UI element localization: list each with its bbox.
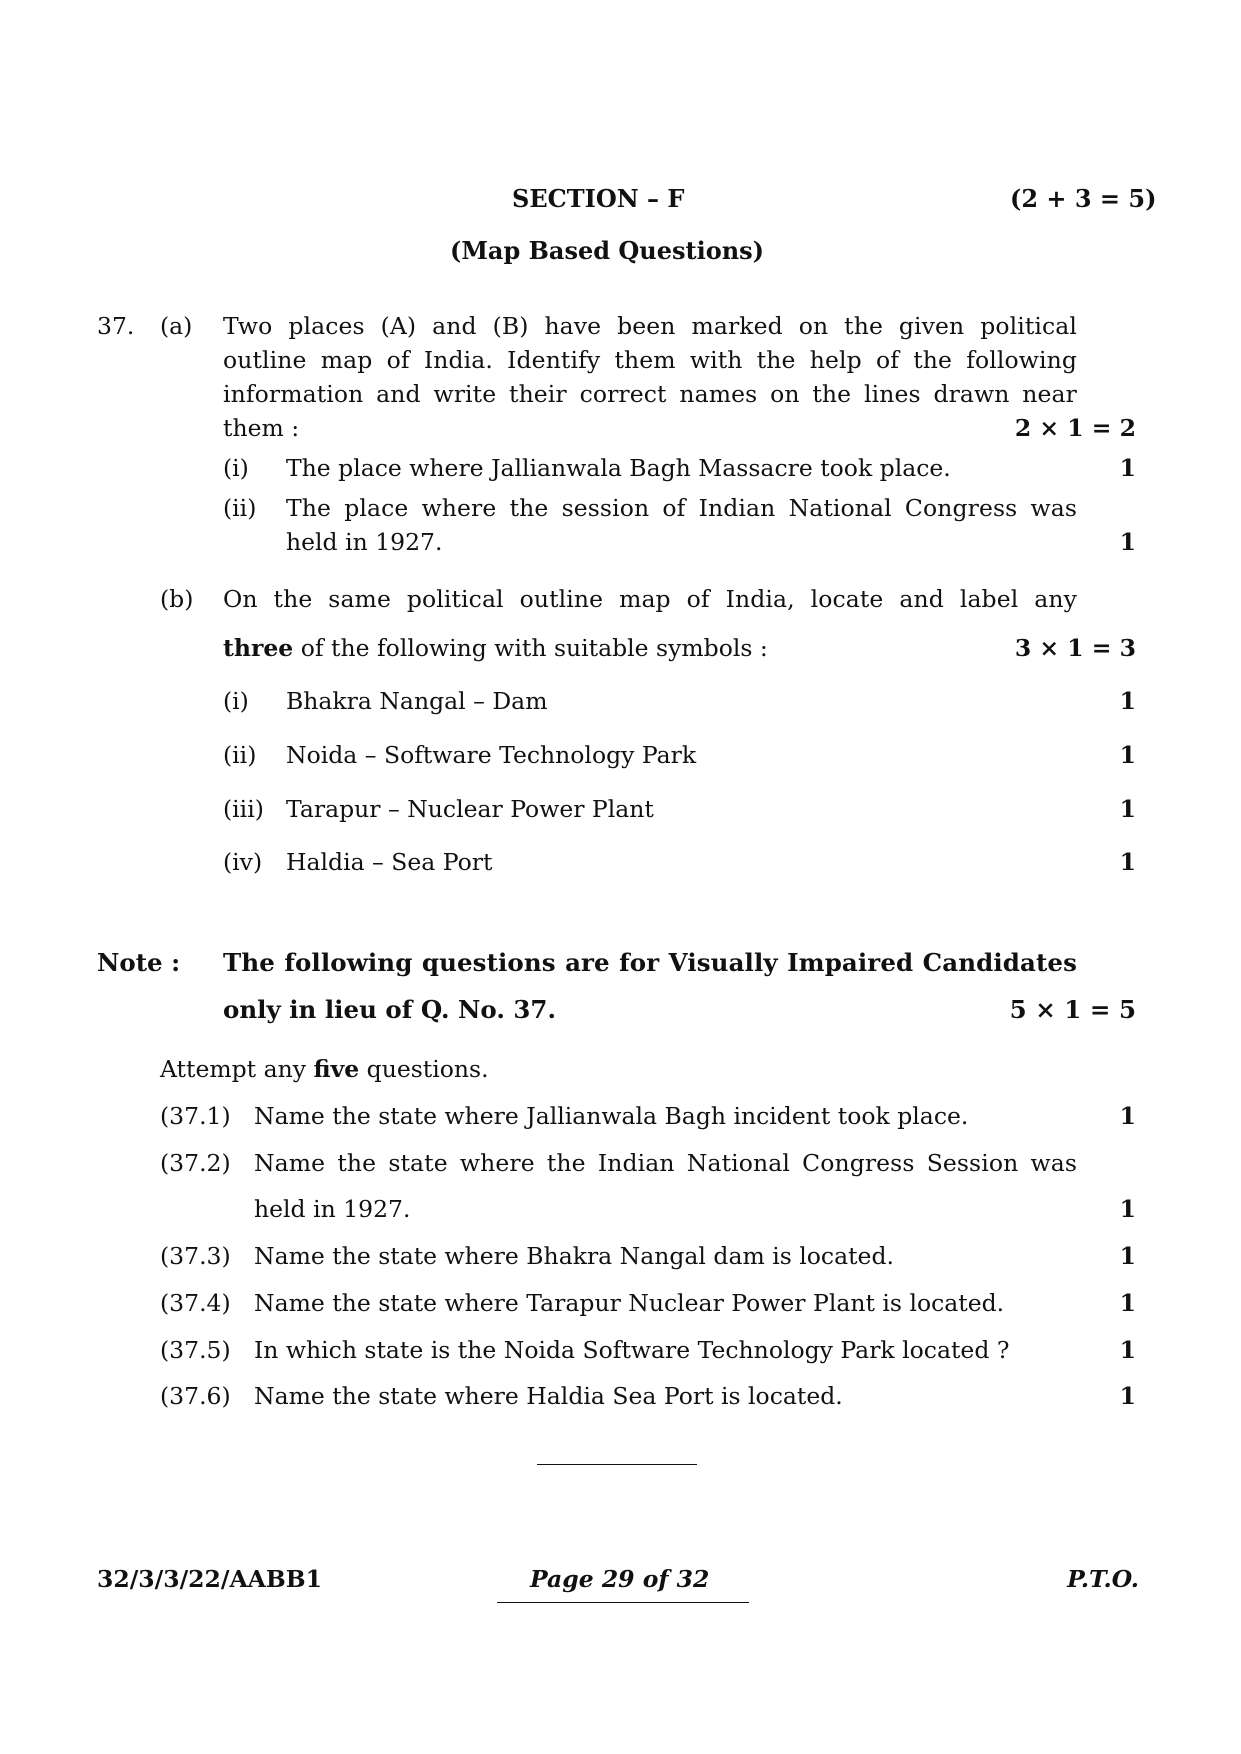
page-number-underline: [497, 1602, 749, 1603]
part-b-item-marks: 1: [1119, 848, 1136, 876]
part-b-item-marks: 1: [1119, 687, 1136, 715]
attempt-instruction: [160, 1055, 489, 1083]
vi-question-num: (37.3): [160, 1242, 231, 1270]
part-b-item-num: (iii): [223, 795, 264, 823]
part-b-line-1: On the same political outline map of India, locate and label any: [223, 585, 1077, 613]
attempt-pre: Attempt any: [160, 1055, 314, 1083]
part-a-item-marks: 1: [1119, 454, 1136, 482]
vi-question-text: In which state is the Noida Software Technology Park located ?: [254, 1336, 1010, 1364]
part-b-marks: 3 × 1 = 3: [1014, 634, 1136, 662]
attempt-post: questions.: [359, 1055, 489, 1083]
page-number: Page 29 of 32: [530, 1565, 710, 1593]
section-marks: (2 + 3 = 5): [1010, 184, 1157, 213]
part-b-item-text: Bhakra Nangal – Dam: [286, 687, 548, 715]
part-b-item-text: Tarapur – Nuclear Power Plant: [286, 795, 654, 823]
vi-question-num: (37.2): [160, 1149, 231, 1177]
note-line-2: only in lieu of Q. No. 37.: [223, 995, 556, 1024]
part-b-item-text: Noida – Software Technology Park: [286, 741, 697, 769]
part-a-line-2: outline map of India. Identify them with the help of the following: [223, 346, 1077, 374]
note-marks: 5 × 1 = 5: [1009, 995, 1136, 1024]
vi-question-text-cont: held in 1927.: [254, 1195, 411, 1223]
part-a-item-text: The place where the session of Indian National Congress was: [286, 494, 1077, 522]
part-a-item-text-cont: held in 1927.: [286, 528, 443, 556]
vi-question-text: Name the state where Haldia Sea Port is located.: [254, 1382, 843, 1410]
part-a-item-text: The place where Jallianwala Bagh Massacre took place.: [286, 454, 951, 482]
part-b-item-marks: 1: [1119, 741, 1136, 769]
part-b-item-text: Haldia – Sea Port: [286, 848, 493, 876]
part-b-item-num: (ii): [223, 741, 257, 769]
vi-question-marks: 1: [1119, 1382, 1136, 1410]
vi-question-marks: 1: [1119, 1195, 1136, 1223]
vi-question-text: Name the state where Jallianwala Bagh incident took place.: [254, 1102, 969, 1130]
part-b-item-num: (i): [223, 687, 249, 715]
section-subtitle: (Map Based Questions): [450, 236, 765, 265]
vi-question-num: (37.4): [160, 1289, 231, 1317]
part-b-line-2: [223, 634, 768, 662]
vi-question-marks: 1: [1119, 1242, 1136, 1270]
vi-question-marks: 1: [1119, 1102, 1136, 1130]
pto-label: P.T.O.: [1067, 1565, 1139, 1593]
end-of-section-rule: [537, 1464, 697, 1465]
vi-question-marks: 1: [1119, 1289, 1136, 1317]
vi-question-num: (37.1): [160, 1102, 231, 1130]
part-a-marks: 2 × 1 = 2: [1014, 414, 1136, 442]
part-b-line-2-rest: of the following with suitable symbols :: [293, 634, 768, 662]
section-title: SECTION – F: [512, 184, 685, 213]
attempt-bold: five: [313, 1055, 360, 1083]
part-b-item-marks: 1: [1119, 795, 1136, 823]
question-number: 37.: [97, 312, 135, 340]
part-a-line-4: them :: [223, 414, 300, 442]
note-label: Note :: [97, 948, 181, 977]
vi-question-text: Name the state where the Indian National Congress Session was: [254, 1149, 1077, 1177]
part-a-line-3: information and write their correct names on the lines drawn near: [223, 380, 1077, 408]
part-b-bold-word: three: [223, 634, 294, 662]
part-a-item-marks: 1: [1119, 528, 1136, 556]
part-b-item-num: (iv): [223, 848, 263, 876]
part-a-line-1: Two places (A) and (B) have been marked on the given political: [223, 312, 1077, 340]
part-a-item-num: (ii): [223, 494, 257, 522]
note-line-1: The following questions are for Visually Impaired Candidates: [223, 948, 1077, 977]
vi-question-text: Name the state where Tarapur Nuclear Power Plant is located.: [254, 1289, 1005, 1317]
vi-question-num: (37.5): [160, 1336, 231, 1364]
paper-code: 32/3/3/22/AABB1: [97, 1565, 322, 1593]
vi-question-marks: 1: [1119, 1336, 1136, 1364]
vi-question-text: Name the state where Bhakra Nangal dam is located.: [254, 1242, 894, 1270]
part-a-label: (a): [160, 312, 193, 340]
part-b-label: (b): [160, 585, 194, 613]
part-a-item-num: (i): [223, 454, 249, 482]
vi-question-num: (37.6): [160, 1382, 231, 1410]
